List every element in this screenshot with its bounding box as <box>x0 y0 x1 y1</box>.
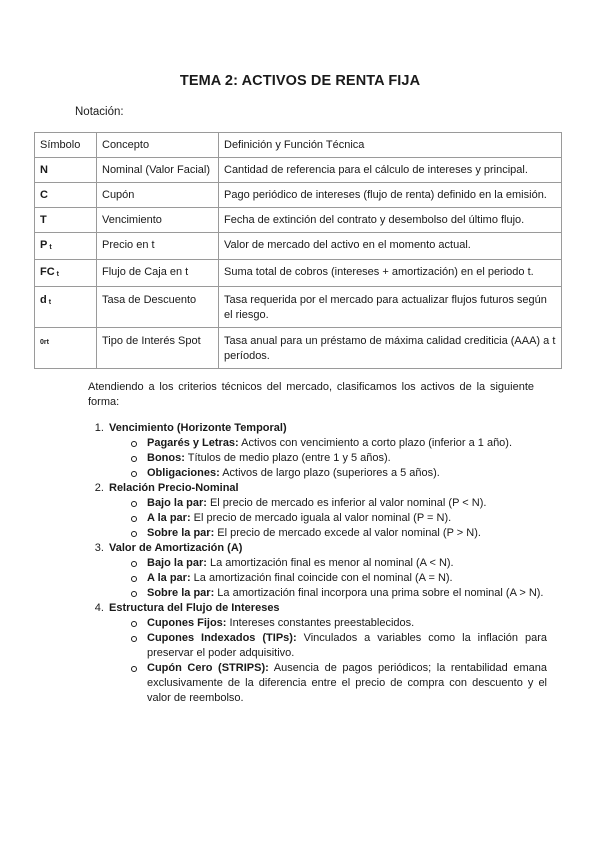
definition-cell: Valor de mercado del activo en el momento actual. <box>219 233 562 260</box>
term-description: La amortización final coincide con el nominal (A = N). <box>190 572 453 584</box>
term-label: Cupones Fijos: <box>147 617 227 629</box>
category-title: Relación Precio-Nominal <box>109 482 239 494</box>
list-item <box>107 421 547 481</box>
symbol-cell: C <box>40 189 48 201</box>
term-label: A la par: <box>147 572 191 584</box>
list-item <box>131 526 547 541</box>
concept-cell: Tasa de Descuento <box>97 287 219 328</box>
definition-cell: Tasa requerida por el mercado para actualizar flujos futuros según el riesgo. <box>219 287 562 328</box>
symbol-cell: FC t <box>40 266 60 278</box>
concept-cell: Vencimiento <box>97 208 219 233</box>
notation-label: Notación: <box>75 106 124 118</box>
term-description: La amortización final incorpora una prima sobre el nominal (A > N). <box>214 587 544 599</box>
term-description: El precio de mercado iguala al valor nominal (P = N). <box>190 512 452 524</box>
concept-cell: Flujo de Caja en t <box>97 260 219 287</box>
concept-cell: Precio en t <box>97 233 219 260</box>
definition-cell: Pago periódico de intereses (flujo de renta) definido en la emisión. <box>219 183 562 208</box>
term-description: Activos de largo plazo (superiores a 5 años). <box>219 467 440 479</box>
term-label: Pagarés y Letras: <box>147 437 239 449</box>
list-item <box>131 586 547 601</box>
term-label: Bonos: <box>147 452 185 464</box>
term-label: Sobre la par: <box>147 527 215 539</box>
list-item <box>131 436 547 451</box>
table-row <box>35 260 562 287</box>
definition-cell: Fecha de extinción del contrato y desembolso del último flujo. <box>219 208 562 233</box>
list-item <box>131 496 547 511</box>
symbol-cell: T <box>40 214 47 226</box>
term-description: Ausencia de pagos periódicos; la rentabilidad emana exclusivamente de la diferencia entre el precio de compra con descuento y el valor de reembolso. <box>147 662 547 704</box>
term-description: El precio de mercado es inferior al valor nominal (P < N). <box>206 497 487 509</box>
list-item <box>107 601 547 706</box>
column-header-definition: Definición y Función Técnica <box>219 133 562 158</box>
symbol-subscript: t <box>49 244 52 251</box>
symbol-cell: 0rt <box>40 339 49 346</box>
category-title: Valor de Amortización (A) <box>109 542 243 554</box>
term-description: Vinculados a variables como la inflación para preservar el poder adquisitivo. <box>147 632 547 659</box>
table-row <box>35 183 562 208</box>
list-item <box>131 631 547 661</box>
list-item <box>131 451 547 466</box>
list-item <box>131 556 547 571</box>
term-label: Sobre la par: <box>147 587 215 599</box>
list-item <box>131 466 547 481</box>
symbol-cell: P t <box>40 239 52 251</box>
page-title: TEMA 2: ACTIVOS DE RENTA FIJA <box>179 73 421 89</box>
term-label: Bajo la par: <box>147 557 207 569</box>
table-row <box>35 328 562 369</box>
list-item <box>131 511 547 526</box>
definition-cell: Cantidad de referencia para el cálculo de intereses y principal. <box>219 158 562 183</box>
list-item <box>107 481 547 541</box>
term-label: Bajo la par: <box>147 497 207 509</box>
definition-cell: Suma total de cobros (intereses + amortización) en el periodo t. <box>219 260 562 287</box>
notation-table <box>34 132 562 369</box>
intro-paragraph: Atendiendo a los criterios técnicos del mercado, clasificamos los activos de la siguiente forma: <box>88 381 534 408</box>
term-label: Cupón Cero (STRIPS): <box>147 662 269 674</box>
list-item <box>131 571 547 586</box>
list-item <box>131 616 547 631</box>
term-description: Activos con vencimiento a corto plazo (inferior a 1 año). <box>238 437 513 449</box>
term-label: A la par: <box>147 512 191 524</box>
column-header-symbol: Símbolo <box>35 133 97 158</box>
concept-cell: Nominal (Valor Facial) <box>97 158 219 183</box>
category-title: Vencimiento (Horizonte Temporal) <box>109 422 287 434</box>
table-row <box>35 158 562 183</box>
term-label: Obligaciones: <box>147 467 220 479</box>
term-description: El precio de mercado excede al valor nominal (P > N). <box>214 527 481 539</box>
concept-cell: Cupón <box>97 183 219 208</box>
term-description: Intereses constantes preestablecidos. <box>226 617 415 629</box>
term-description: Títulos de medio plazo (entre 1 y 5 años). <box>184 452 391 464</box>
sub-list <box>109 556 547 601</box>
sub-list <box>109 616 547 706</box>
definition-cell: Tasa anual para un préstamo de máxima calidad crediticia (AAA) a t períodos. <box>219 328 562 369</box>
list-item <box>131 661 547 706</box>
sub-list <box>109 496 547 541</box>
classification-list <box>88 421 547 706</box>
column-header-concept: Concepto <box>97 133 219 158</box>
symbol-cell: N <box>40 164 48 176</box>
table-row <box>35 208 562 233</box>
term-description: La amortización final es menor al nominal (A < N). <box>206 557 454 569</box>
term-label: Cupones Indexados (TIPs): <box>147 632 297 644</box>
list-item <box>107 541 547 601</box>
table-row <box>35 287 562 328</box>
table-row <box>35 233 562 260</box>
concept-cell: Tipo de Interés Spot <box>97 328 219 369</box>
sub-list <box>109 436 547 481</box>
symbol-subscript: t <box>56 271 60 278</box>
table-header-row <box>35 133 562 158</box>
symbol-subscript: t <box>48 299 52 306</box>
category-title: Estructura del Flujo de Intereses <box>109 602 280 614</box>
symbol-cell: d t <box>40 294 52 306</box>
